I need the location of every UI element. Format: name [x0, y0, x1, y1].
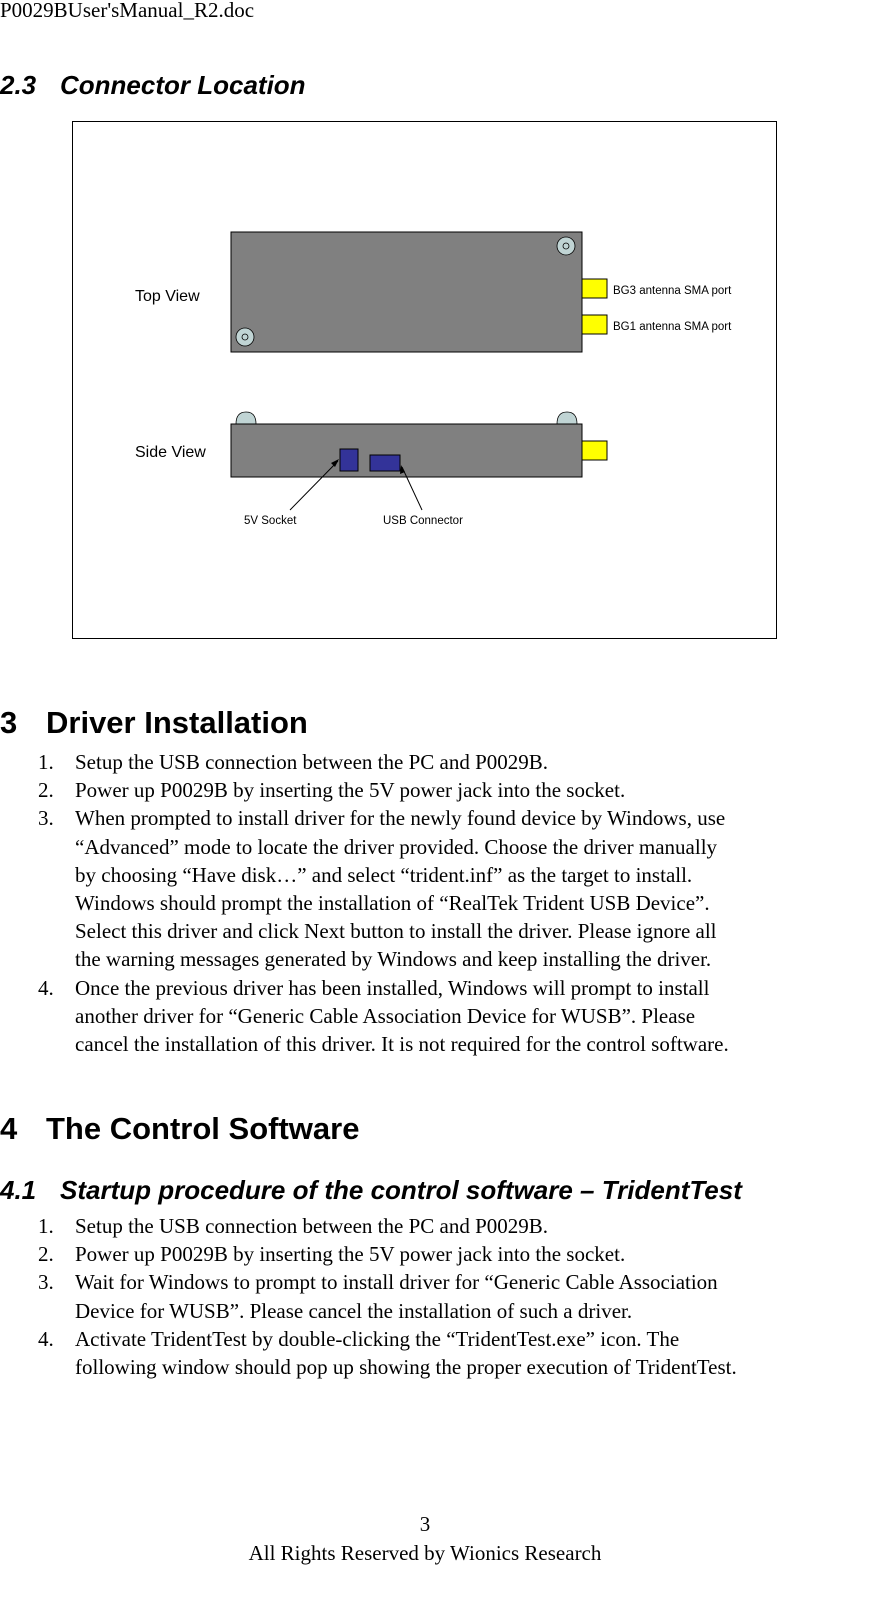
list-item-line: another driver for “Generic Cable Association Device for WUSB”. Please — [75, 1003, 696, 1028]
list-item-number: 2. — [38, 778, 54, 803]
list-item-number: 1. — [38, 1214, 54, 1238]
list-item-line: Setup the USB connection between the PC and P0029B. — [75, 1214, 549, 1238]
list-item-number: 4. — [38, 975, 54, 1000]
list-item-line: Select this driver and click Next button to install the driver. Please ignore all — [75, 919, 717, 944]
list-item-line: by choosing “Have disk…” and select “trident.inf” as the target to install. — [75, 862, 693, 887]
mounting-screw-icon — [236, 328, 254, 346]
list-item — [0, 1268, 737, 1324]
bg1-port-label: BG1 antenna SMA port — [613, 321, 732, 333]
diagram-frame — [73, 122, 777, 639]
list-item-line: cancel the installation of this driver. It is not required for the control software. — [75, 1032, 729, 1057]
board-top-view — [231, 232, 582, 352]
list-item-line: following window should pop up showing the proper execution of TridentTest. — [75, 1355, 737, 1380]
bg3-sma-port — [582, 279, 607, 298]
usb-connector-label: USB Connector — [383, 515, 463, 527]
list-item-line: Power up P0029B by inserting the 5V power jack into the socket. — [75, 1242, 626, 1267]
list-item-line: Device for WUSB”. Please cancel the installation of such a driver. — [75, 1298, 633, 1323]
list-item-line: Wait for Windows to prompt to install driver for “Generic Cable Association — [75, 1270, 718, 1295]
section-4-1-heading — [0, 1175, 742, 1206]
list-item — [0, 1325, 737, 1381]
section-2-3-heading — [0, 70, 306, 101]
list-item-number: 1. — [38, 750, 54, 774]
section-number: 4 — [0, 1111, 18, 1146]
list-item-number: 3. — [38, 806, 54, 831]
section-number: 3 — [0, 705, 18, 740]
list-item-number: 4. — [38, 1326, 54, 1351]
list-item — [0, 974, 729, 1059]
list-item — [0, 1212, 737, 1240]
list-item-line: Once the previous driver has been installed, Windows will prompt to install — [75, 975, 710, 1000]
top-view-label: Top View — [135, 288, 200, 305]
section-title: Driver Installation — [46, 705, 308, 740]
section-title: The Control Software — [46, 1111, 360, 1146]
connector-location-diagram — [72, 121, 777, 639]
list-item — [0, 804, 729, 973]
list-item-number: 2. — [38, 1242, 54, 1267]
5v-socket — [340, 449, 358, 471]
bg3-port-label: BG3 antenna SMA port — [613, 285, 732, 297]
section-4-heading — [0, 1111, 359, 1147]
screw-head-right — [557, 412, 577, 424]
section-title: Startup procedure of the control software – TridentTest — [60, 1175, 742, 1205]
section-3-heading — [0, 705, 308, 741]
section-number: 2.3 — [0, 70, 37, 100]
mounting-screw-icon — [557, 237, 575, 255]
5v-socket-label: 5V Socket — [244, 515, 297, 527]
list-item — [0, 748, 729, 776]
screw-head-left — [236, 412, 256, 424]
list-item-number: 3. — [38, 1270, 54, 1295]
list-item-line: the warning messages generated by Windows and keep installing the driver. — [75, 947, 712, 972]
list-item-line: When prompted to install driver for the newly found device by Windows, use — [75, 806, 726, 831]
bg1-sma-port — [582, 315, 607, 334]
copyright-footer: All Rights Reserved by Wionics Research — [248, 1541, 602, 1565]
list-item — [0, 776, 729, 804]
list-item-line: Setup the USB connection between the PC and P0029B. — [75, 750, 549, 774]
list-item-line: Activate TridentTest by double-clicking the “TridentTest.exe” icon. The — [75, 1326, 680, 1351]
section-number: 4.1 — [0, 1175, 37, 1205]
startup-procedure-steps — [0, 1212, 737, 1381]
side-view-label: Side View — [135, 444, 206, 461]
list-item-line: “Advanced” mode to locate the driver provided. Choose the driver manually — [75, 834, 718, 859]
section-title: Connector Location — [60, 70, 306, 100]
list-item-line: Windows should prompt the installation of “RealTek Trident USB Device”. — [75, 891, 710, 916]
document-filename-header: P0029BUser'sManual_R2.doc — [0, 0, 255, 22]
list-item-line: Power up P0029B by inserting the 5V power jack into the socket. — [75, 778, 626, 803]
driver-installation-steps — [0, 748, 729, 1058]
page-number: 3 — [419, 1512, 431, 1536]
usb-connector — [370, 455, 400, 471]
board-side-view — [231, 424, 582, 477]
list-item — [0, 1240, 737, 1268]
sma-port-side — [582, 441, 607, 460]
